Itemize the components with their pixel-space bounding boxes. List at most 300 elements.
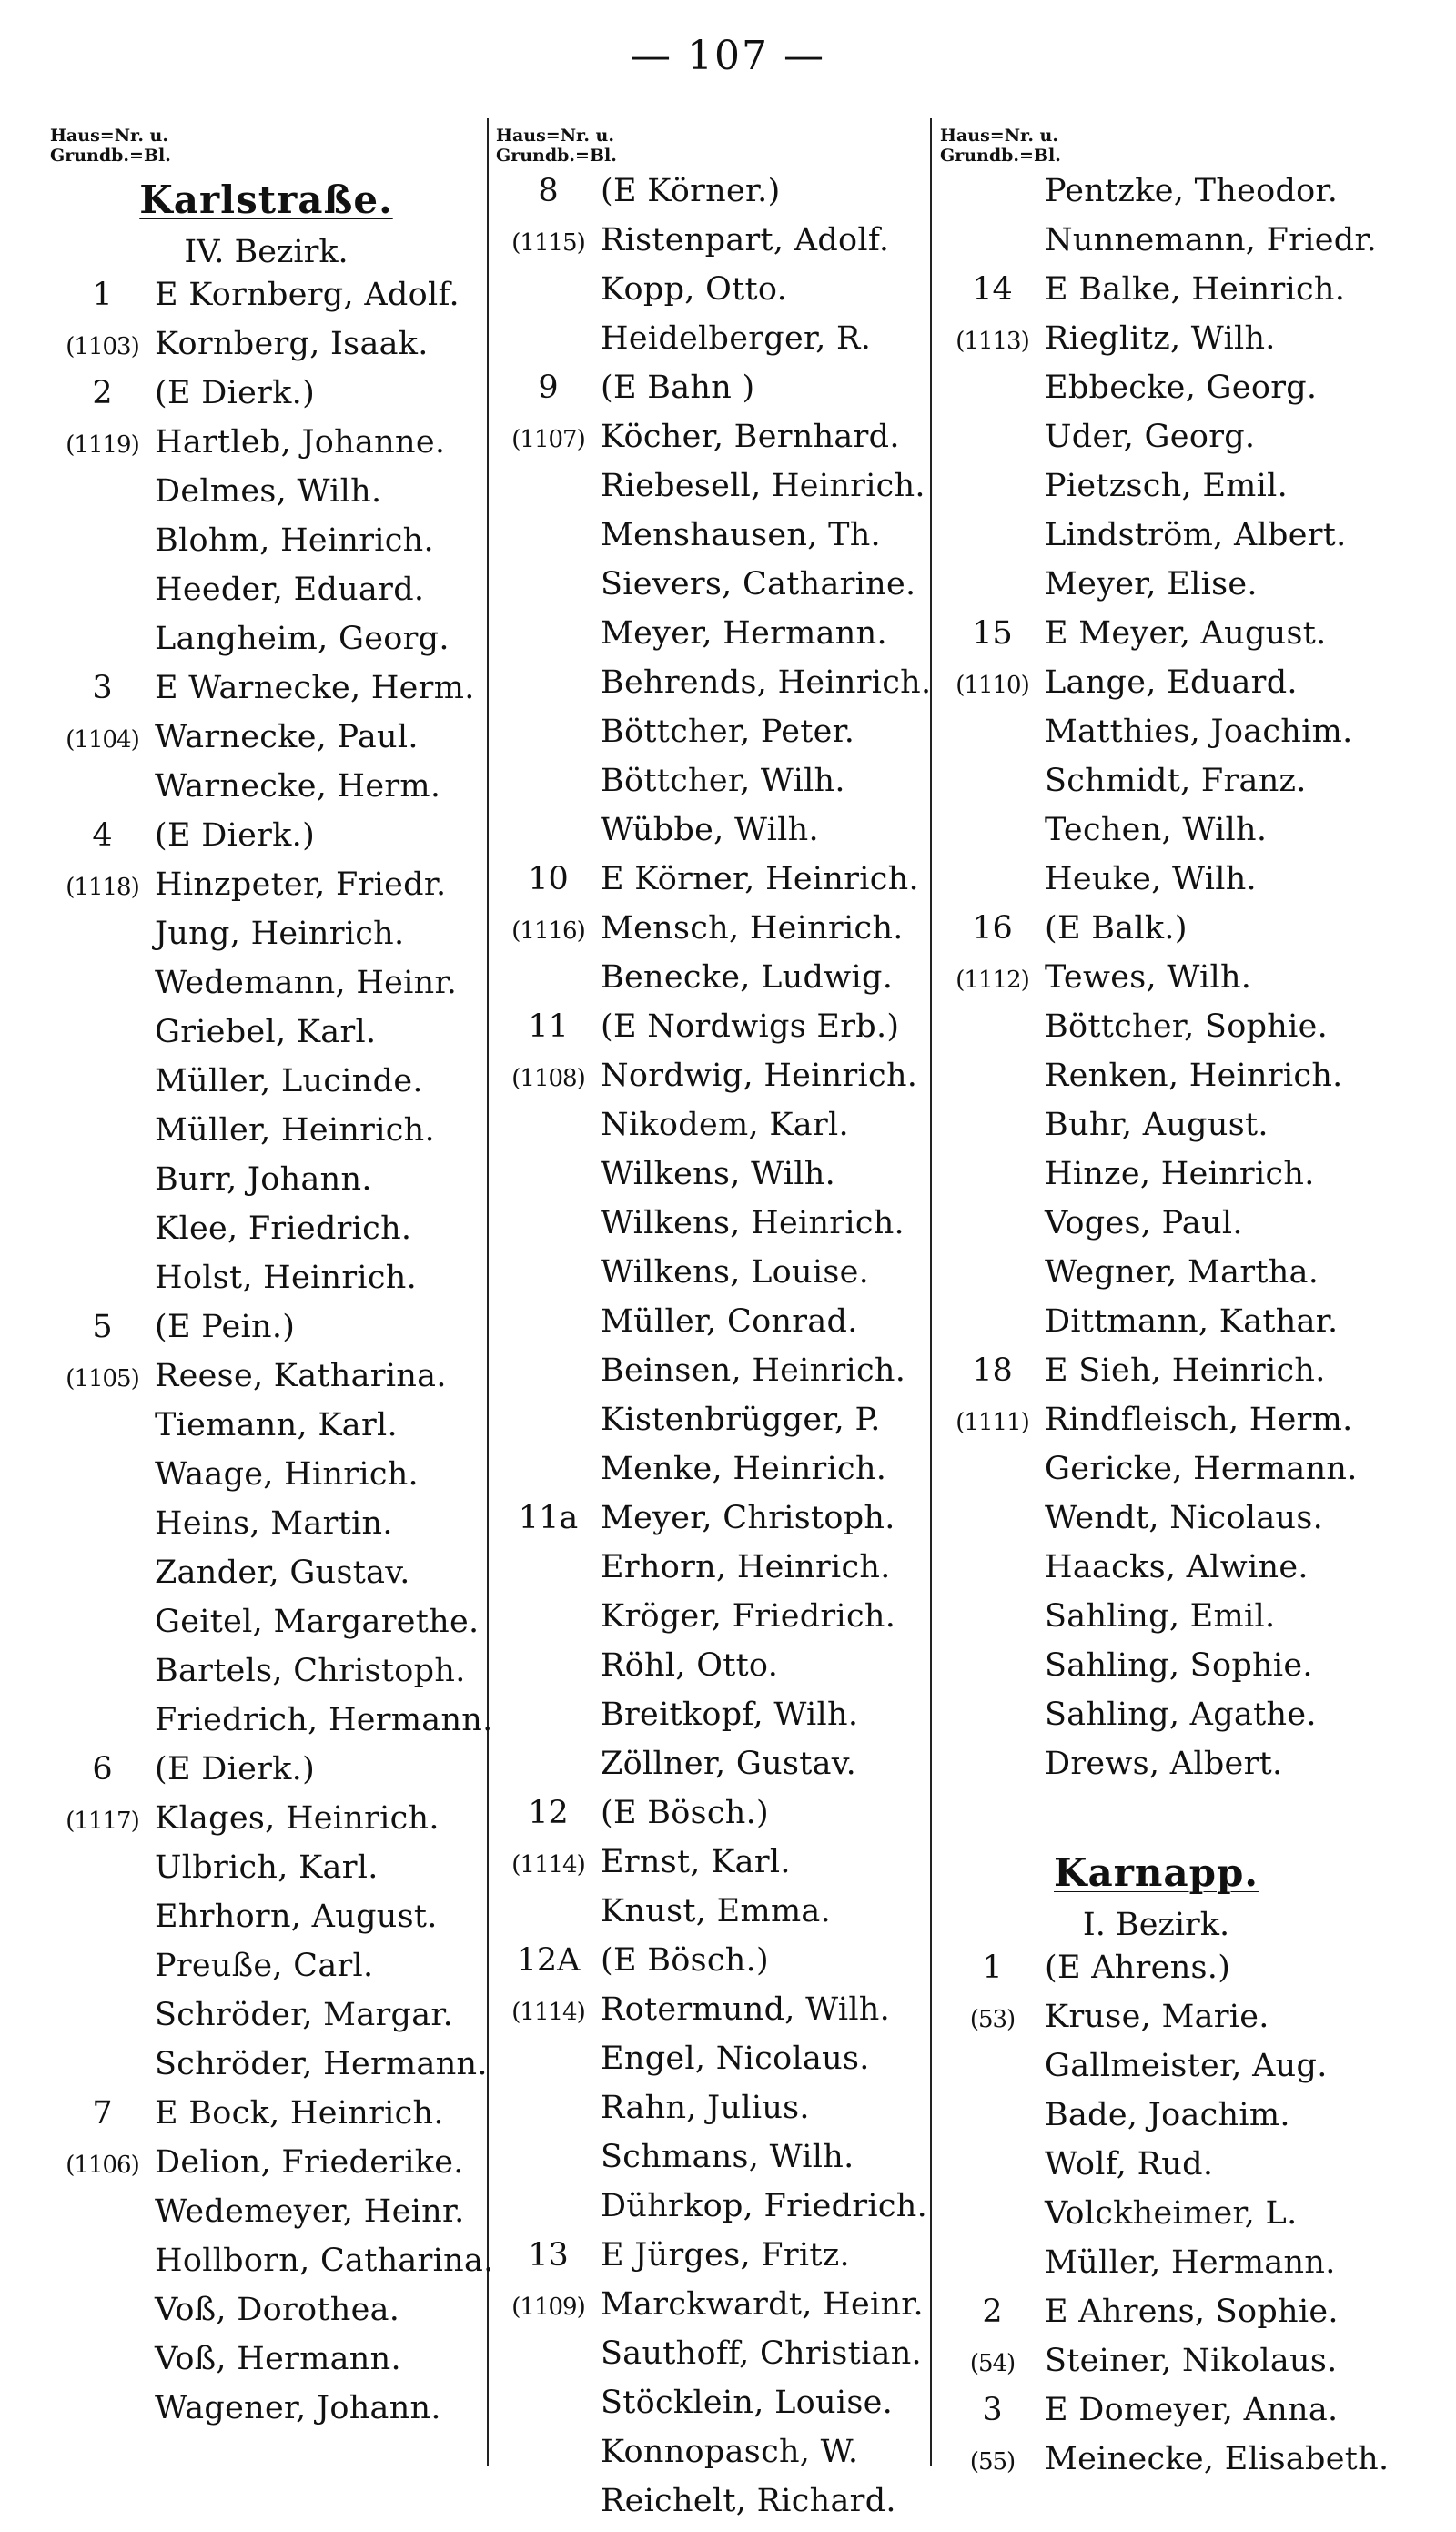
resident-name: Reichelt, Richard.	[601, 2483, 896, 2519]
resident-entry	[496, 1107, 928, 1156]
land-register-number: (1114)	[511, 1851, 585, 1879]
resident-name: Böttcher, Peter.	[601, 714, 855, 750]
resident-name: Hartleb, Johanne.	[155, 424, 446, 461]
resident-entry	[496, 222, 928, 271]
resident-name: Lange, Eduard.	[1045, 664, 1298, 701]
resident-name: Knust, Emma.	[601, 1893, 832, 1929]
resident-name: Tewes, Wilh.	[1045, 959, 1252, 996]
resident-name: Wedemann, Heinr.	[155, 965, 458, 1001]
resident-name: Mensch, Heinrich.	[601, 910, 904, 947]
resident-name: Wagener, Johann.	[155, 2390, 441, 2426]
resident-name: Geitel, Margarethe.	[155, 1604, 480, 1640]
resident-entry	[940, 1107, 1372, 1156]
land-register-number: (1117)	[66, 1808, 139, 1835]
resident-entry	[50, 2243, 494, 2292]
resident-entry	[496, 419, 928, 468]
resident-name: Warnecke, Paul.	[155, 719, 419, 755]
house-number: 12	[528, 1795, 569, 1831]
resident-entry	[50, 1063, 482, 1112]
resident-entry	[940, 1598, 1372, 1647]
resident-name: Erhorn, Heinrich.	[601, 1549, 891, 1585]
land-register-number: (1106)	[66, 2152, 139, 2179]
resident-entry	[50, 1800, 482, 1849]
house-number: 7	[92, 2095, 113, 2132]
column-header-line1: Haus=Nr. u.	[496, 126, 614, 146]
column-header-line1: Haus=Nr. u.	[50, 126, 168, 146]
house-number: 11	[528, 1008, 569, 1045]
resident-entry	[50, 375, 482, 424]
resident-entry	[496, 1942, 928, 1991]
resident-name: Müller, Lucinde.	[155, 1063, 423, 1099]
house-number: 8	[538, 173, 559, 209]
resident-name: Tiemann, Karl.	[155, 1407, 398, 1443]
resident-entry	[50, 1997, 482, 2046]
resident-name: Sahling, Sophie.	[1045, 1647, 1313, 1684]
resident-entry	[50, 2046, 488, 2095]
resident-name: Müller, Heinrich.	[155, 1112, 435, 1149]
resident-name: (E Nordwigs Erb.)	[601, 1008, 900, 1045]
resident-entry	[496, 1254, 928, 1303]
resident-name: Burr, Johann.	[155, 1161, 372, 1198]
resident-entry	[940, 1058, 1372, 1107]
resident-entry	[496, 2188, 928, 2237]
resident-entry	[50, 277, 482, 326]
land-register-number: (1107)	[511, 426, 585, 453]
resident-name: Rindfleisch, Herm.	[1045, 1402, 1353, 1438]
resident-entry	[496, 1893, 928, 1942]
resident-name: Warnecke, Herm.	[155, 768, 441, 805]
column-header	[50, 126, 482, 169]
resident-name: Meyer, Hermann.	[601, 615, 887, 652]
resident-entry	[496, 2139, 928, 2188]
column-2	[496, 126, 932, 2532]
resident-name: Heuke, Wilh.	[1045, 861, 1257, 897]
resident-name: Meyer, Elise.	[1045, 566, 1258, 603]
resident-name: Böttcher, Wilh.	[601, 763, 845, 799]
house-number: 1	[982, 1950, 1003, 1986]
land-register-number: (1113)	[956, 328, 1029, 355]
resident-entry	[50, 1505, 482, 1555]
resident-entry	[496, 1008, 928, 1058]
resident-entry	[496, 714, 928, 763]
resident-entry	[940, 1746, 1372, 1795]
resident-name: Müller, Conrad.	[601, 1303, 858, 1340]
land-register-number: (1111)	[956, 1409, 1029, 1436]
resident-entry	[496, 1844, 928, 1893]
resident-entry	[940, 1500, 1372, 1549]
resident-name: Griebel, Karl.	[155, 1014, 377, 1050]
resident-name: E Ahrens, Sophie.	[1045, 2294, 1339, 2330]
resident-name: Steiner, Nikolaus.	[1045, 2343, 1338, 2379]
resident-name: (E Bahn )	[601, 370, 755, 406]
resident-name: Friedrich, Hermann.	[155, 1702, 493, 1738]
land-register-number: (1119)	[66, 431, 139, 459]
house-number: 3	[92, 670, 113, 706]
resident-name: Schmidt, Franz.	[1045, 763, 1307, 799]
resident-name: Nunnemann, Friedr.	[1045, 222, 1378, 258]
resident-name: Hinzpeter, Friedr.	[155, 866, 447, 903]
resident-name: Böttcher, Sophie.	[1045, 1008, 1329, 1045]
column-entries	[940, 173, 1390, 2490]
resident-name: E Balke, Heinrich.	[1045, 271, 1346, 308]
resident-name: Rieglitz, Wilh.	[1045, 320, 1276, 357]
resident-name: Uder, Georg.	[1045, 419, 1256, 455]
resident-entry	[940, 1205, 1372, 1254]
resident-entry	[940, 1303, 1372, 1352]
resident-entry	[496, 1598, 928, 1647]
resident-entry	[496, 1205, 928, 1254]
resident-name: Ristenpart, Adolf.	[601, 222, 890, 258]
resident-entry	[496, 910, 928, 959]
resident-name: Klee, Friedrich.	[155, 1210, 412, 1247]
resident-entry	[50, 1407, 482, 1456]
resident-name: Gallmeister, Aug.	[1045, 2048, 1328, 2084]
resident-entry	[50, 326, 482, 375]
page-number: — 107 —	[631, 33, 825, 79]
resident-entry	[496, 320, 928, 370]
street-heading: Karnapp.	[1054, 1850, 1259, 1895]
resident-entry	[940, 2441, 1390, 2490]
resident-entry	[50, 719, 482, 768]
resident-entry	[50, 2341, 482, 2390]
resident-name: Pentzke, Theodor.	[1045, 173, 1339, 209]
resident-entry	[496, 1451, 928, 1500]
land-register-number: (1116)	[511, 917, 585, 945]
resident-entry	[940, 959, 1372, 1008]
resident-entry	[940, 173, 1372, 222]
resident-name: Wedemeyer, Heinr.	[155, 2193, 465, 2230]
resident-entry	[940, 2343, 1372, 2392]
resident-name: Buhr, August.	[1045, 1107, 1269, 1143]
resident-entry	[940, 1352, 1372, 1402]
resident-name: Sauthoff, Christian.	[601, 2335, 922, 2372]
resident-entry	[940, 271, 1372, 320]
resident-entry	[50, 965, 482, 1014]
resident-name: Beinsen, Heinrich.	[601, 1352, 906, 1389]
resident-name: (E Dierk.)	[155, 1751, 316, 1788]
resident-name: Bade, Joachim.	[1045, 2097, 1290, 2133]
house-number: 10	[528, 861, 569, 897]
district-heading: IV. Bezirk.	[184, 234, 349, 270]
resident-entry	[940, 1696, 1372, 1746]
resident-name: Zander, Gustav.	[155, 1555, 410, 1591]
resident-entry	[50, 768, 482, 817]
resident-entry	[50, 1899, 482, 1948]
resident-entry	[940, 812, 1372, 861]
resident-name: Meyer, Christoph.	[601, 1500, 895, 1536]
resident-entry	[940, 1549, 1372, 1598]
resident-name: Stöcklein, Louise.	[601, 2385, 894, 2421]
resident-name: (E Balk.)	[1045, 910, 1188, 947]
resident-name: E Körner, Heinrich.	[601, 861, 919, 897]
resident-entry	[496, 1647, 928, 1696]
resident-entry	[496, 1156, 928, 1205]
resident-entry	[940, 763, 1372, 812]
resident-name: Gericke, Hermann.	[1045, 1451, 1358, 1487]
resident-entry	[496, 615, 928, 664]
resident-name: (E Bösch.)	[601, 1942, 770, 1979]
resident-entry	[496, 1500, 928, 1549]
resident-entry	[496, 517, 928, 566]
resident-name: E Jürges, Fritz.	[601, 2237, 850, 2274]
resident-name: Röhl, Otto.	[601, 1647, 779, 1684]
resident-entry	[496, 812, 928, 861]
resident-name: Heeder, Eduard.	[155, 572, 425, 608]
land-register-number: (53)	[969, 2006, 1016, 2033]
resident-entry	[496, 173, 928, 222]
resident-entry	[50, 670, 482, 719]
resident-name: Jung, Heinrich.	[155, 916, 405, 952]
resident-entry	[496, 763, 928, 812]
resident-entry	[940, 2195, 1372, 2244]
land-register-number: (1118)	[66, 874, 139, 901]
resident-name: Haacks, Alwine.	[1045, 1549, 1309, 1585]
house-number: 5	[92, 1309, 113, 1345]
section-spacer	[940, 1795, 1372, 1846]
house-number: 15	[972, 615, 1013, 652]
resident-entry	[940, 664, 1372, 714]
resident-name: Kröger, Friedrich.	[601, 1598, 896, 1635]
resident-name: E Bock, Heinrich.	[155, 2095, 444, 2132]
column-entries	[50, 173, 494, 2439]
resident-name: Voges, Paul.	[1045, 1205, 1243, 1241]
resident-name: Voß, Hermann.	[155, 2341, 401, 2377]
resident-name: Meinecke, Elisabeth.	[1045, 2441, 1390, 2477]
land-register-number: (1105)	[66, 1365, 139, 1393]
resident-name: Nikodem, Karl.	[601, 1107, 849, 1143]
resident-entry	[496, 1549, 928, 1598]
house-number: 4	[92, 817, 113, 854]
resident-name: E Warnecke, Herm.	[155, 670, 475, 706]
resident-name: (E Dierk.)	[155, 375, 316, 411]
resident-name: (E Pein.)	[155, 1309, 296, 1345]
resident-entry	[496, 2483, 928, 2532]
house-number: 14	[972, 271, 1013, 308]
resident-entry	[50, 1604, 482, 1653]
resident-name: Kornberg, Isaak.	[155, 326, 429, 362]
house-number: 1	[92, 277, 113, 313]
column-header	[496, 126, 928, 169]
resident-entry	[496, 1696, 928, 1746]
land-register-number: (54)	[969, 2350, 1016, 2377]
resident-name: Ulbrich, Karl.	[155, 1849, 379, 1886]
resident-entry	[940, 1008, 1372, 1058]
resident-entry	[50, 522, 482, 572]
resident-name: Delion, Friederike.	[155, 2144, 464, 2181]
resident-name: Benecke, Ludwig.	[601, 959, 894, 996]
land-register-number: (1109)	[511, 2294, 585, 2321]
resident-entry	[940, 1402, 1372, 1451]
resident-entry	[496, 861, 928, 910]
column-divider	[487, 118, 489, 2466]
resident-entry	[940, 1451, 1372, 1500]
resident-name: Sahling, Emil.	[1045, 1598, 1276, 1635]
resident-entry	[50, 1456, 482, 1505]
resident-entry	[940, 2294, 1372, 2343]
resident-entry	[50, 817, 482, 866]
resident-name: Breitkopf, Wilh.	[601, 1696, 859, 1733]
resident-entry	[940, 1999, 1372, 2048]
resident-entry	[496, 1303, 928, 1352]
resident-entry	[940, 320, 1372, 370]
resident-name: Holst, Heinrich.	[155, 1260, 418, 1296]
resident-name: Reese, Katharina.	[155, 1358, 447, 1394]
resident-entry	[50, 1751, 482, 1800]
resident-name: Waage, Hinrich.	[155, 1456, 419, 1493]
resident-entry	[940, 910, 1372, 959]
column-3	[940, 126, 1390, 2490]
resident-entry	[50, 1014, 482, 1063]
land-register-number: (1104)	[66, 726, 139, 754]
district-heading: I. Bezirk.	[1082, 1907, 1230, 1943]
resident-name: Langheim, Georg.	[155, 621, 450, 657]
resident-name: Heins, Martin.	[155, 1505, 393, 1542]
resident-entry	[940, 222, 1378, 271]
resident-name: Menke, Heinrich.	[601, 1451, 887, 1487]
resident-name: E Domeyer, Anna.	[1045, 2392, 1339, 2428]
resident-name: Matthies, Joachim.	[1045, 714, 1353, 750]
resident-name: Lindström, Albert.	[1045, 517, 1347, 553]
resident-entry	[496, 2041, 928, 2090]
resident-entry	[50, 2390, 482, 2439]
resident-name: Schröder, Margar.	[155, 1997, 453, 2033]
house-number: 13	[528, 2237, 569, 2274]
resident-entry	[50, 1210, 482, 1260]
resident-entry	[50, 1653, 482, 1702]
resident-entry	[496, 2090, 928, 2139]
resident-entry	[940, 1254, 1372, 1303]
resident-name: Ernst, Karl.	[601, 1844, 791, 1880]
resident-entry	[496, 1795, 928, 1844]
column-1	[50, 126, 494, 2439]
resident-name: Blohm, Heinrich.	[155, 522, 434, 559]
resident-name: Wegner, Martha.	[1045, 1254, 1320, 1291]
resident-name: Hinze, Heinrich.	[1045, 1156, 1315, 1192]
land-register-number: (1110)	[956, 672, 1029, 699]
resident-entry	[50, 1358, 482, 1407]
resident-name: Konnopasch, W.	[601, 2434, 859, 2470]
column-divider	[930, 118, 932, 2466]
resident-entry	[496, 2434, 928, 2483]
resident-name: Kopp, Otto.	[601, 271, 788, 308]
resident-name: Techen, Wilh.	[1045, 812, 1268, 848]
resident-name: Wilkens, Wilh.	[601, 1156, 836, 1192]
house-number: 9	[538, 370, 559, 406]
column-header-line2: Grundb.=Bl.	[940, 146, 1061, 166]
resident-name: Ebbecke, Georg.	[1045, 370, 1318, 406]
resident-name: Wendt, Nicolaus.	[1045, 1500, 1324, 1536]
resident-entry	[50, 1948, 482, 1997]
resident-name: Schmans, Wilh.	[601, 2139, 854, 2175]
resident-entry	[50, 1112, 482, 1161]
house-number: 2	[982, 2294, 1003, 2330]
resident-name: Wilkens, Heinrich.	[601, 1205, 905, 1241]
resident-entry	[50, 1309, 482, 1358]
resident-name: Riebesell, Heinrich.	[601, 468, 925, 504]
resident-name: Voß, Dorothea.	[155, 2292, 400, 2328]
resident-name: Wübbe, Wilh.	[601, 812, 819, 848]
resident-name: Dührkop, Friedrich.	[601, 2188, 928, 2224]
house-number: 11a	[518, 1500, 579, 1536]
house-number: 2	[92, 375, 113, 411]
column-header-line2: Grundb.=Bl.	[496, 146, 617, 166]
house-number: 3	[982, 2392, 1003, 2428]
house-number: 6	[92, 1751, 113, 1788]
resident-name: Klages, Heinrich.	[155, 1800, 440, 1837]
resident-entry	[50, 2193, 482, 2243]
resident-name: Marckwardt, Heinr.	[601, 2286, 924, 2323]
land-register-number: (1103)	[66, 333, 139, 360]
resident-entry	[496, 2335, 928, 2385]
resident-entry	[50, 1849, 482, 1899]
resident-name: (E Dierk.)	[155, 817, 316, 854]
resident-entry	[496, 1746, 928, 1795]
resident-entry	[496, 2286, 928, 2335]
resident-entry	[50, 621, 482, 670]
resident-entry	[50, 1555, 482, 1604]
resident-name: Ehrhorn, August.	[155, 1899, 438, 1935]
resident-entry	[496, 664, 932, 714]
resident-name: Dittmann, Kathar.	[1045, 1303, 1339, 1340]
resident-entry	[940, 370, 1372, 419]
resident-entry	[940, 517, 1372, 566]
resident-name: E Kornberg, Adolf.	[155, 277, 460, 313]
resident-name: Rahn, Julius.	[601, 2090, 810, 2126]
resident-entry	[50, 866, 482, 916]
resident-entry	[50, 916, 482, 965]
column-header-line2: Grundb.=Bl.	[50, 146, 171, 166]
resident-name: Kruse, Marie.	[1045, 1999, 1269, 2035]
column-header	[940, 126, 1372, 169]
resident-name: Preuße, Carl.	[155, 1948, 374, 1984]
resident-name: Schröder, Hermann.	[155, 2046, 488, 2082]
resident-name: Rotermund, Wilh.	[601, 1991, 891, 2028]
resident-entry	[940, 615, 1372, 664]
resident-name: Engel, Nicolaus.	[601, 2041, 870, 2077]
resident-name: Volckheimer, L.	[1045, 2195, 1298, 2232]
resident-entry	[50, 2144, 482, 2193]
resident-entry	[496, 959, 928, 1008]
resident-name: Köcher, Bernhard.	[601, 419, 900, 455]
resident-name: Drews, Albert.	[1045, 1746, 1283, 1782]
resident-name: Zöllner, Gustav.	[601, 1746, 857, 1782]
resident-entry	[50, 1260, 482, 1309]
resident-entry	[940, 1156, 1372, 1205]
resident-name: Müller, Hermann.	[1045, 2244, 1336, 2281]
resident-entry	[940, 2146, 1372, 2195]
resident-entry	[496, 271, 928, 320]
resident-name: Pietzsch, Emil.	[1045, 468, 1289, 504]
resident-entry	[50, 572, 482, 621]
resident-entry	[496, 566, 928, 615]
house-number: 12A	[516, 1942, 581, 1979]
resident-name: Delmes, Wilh.	[155, 473, 382, 510]
resident-entry	[940, 2097, 1372, 2146]
street-heading: Karlstraße.	[139, 177, 393, 222]
column-entries	[496, 173, 932, 2532]
resident-entry	[940, 2392, 1372, 2441]
resident-name: Renken, Heinrich.	[1045, 1058, 1343, 1094]
resident-entry	[940, 419, 1372, 468]
resident-entry	[50, 2095, 482, 2144]
resident-name: (E Körner.)	[601, 173, 781, 209]
resident-name: Wilkens, Louise.	[601, 1254, 870, 1291]
resident-name: (E Ahrens.)	[1045, 1950, 1231, 1986]
land-register-number: (1114)	[511, 1999, 585, 2026]
resident-entry	[496, 1058, 928, 1107]
resident-entry	[50, 424, 482, 473]
resident-name: Sievers, Catharine.	[601, 566, 916, 603]
